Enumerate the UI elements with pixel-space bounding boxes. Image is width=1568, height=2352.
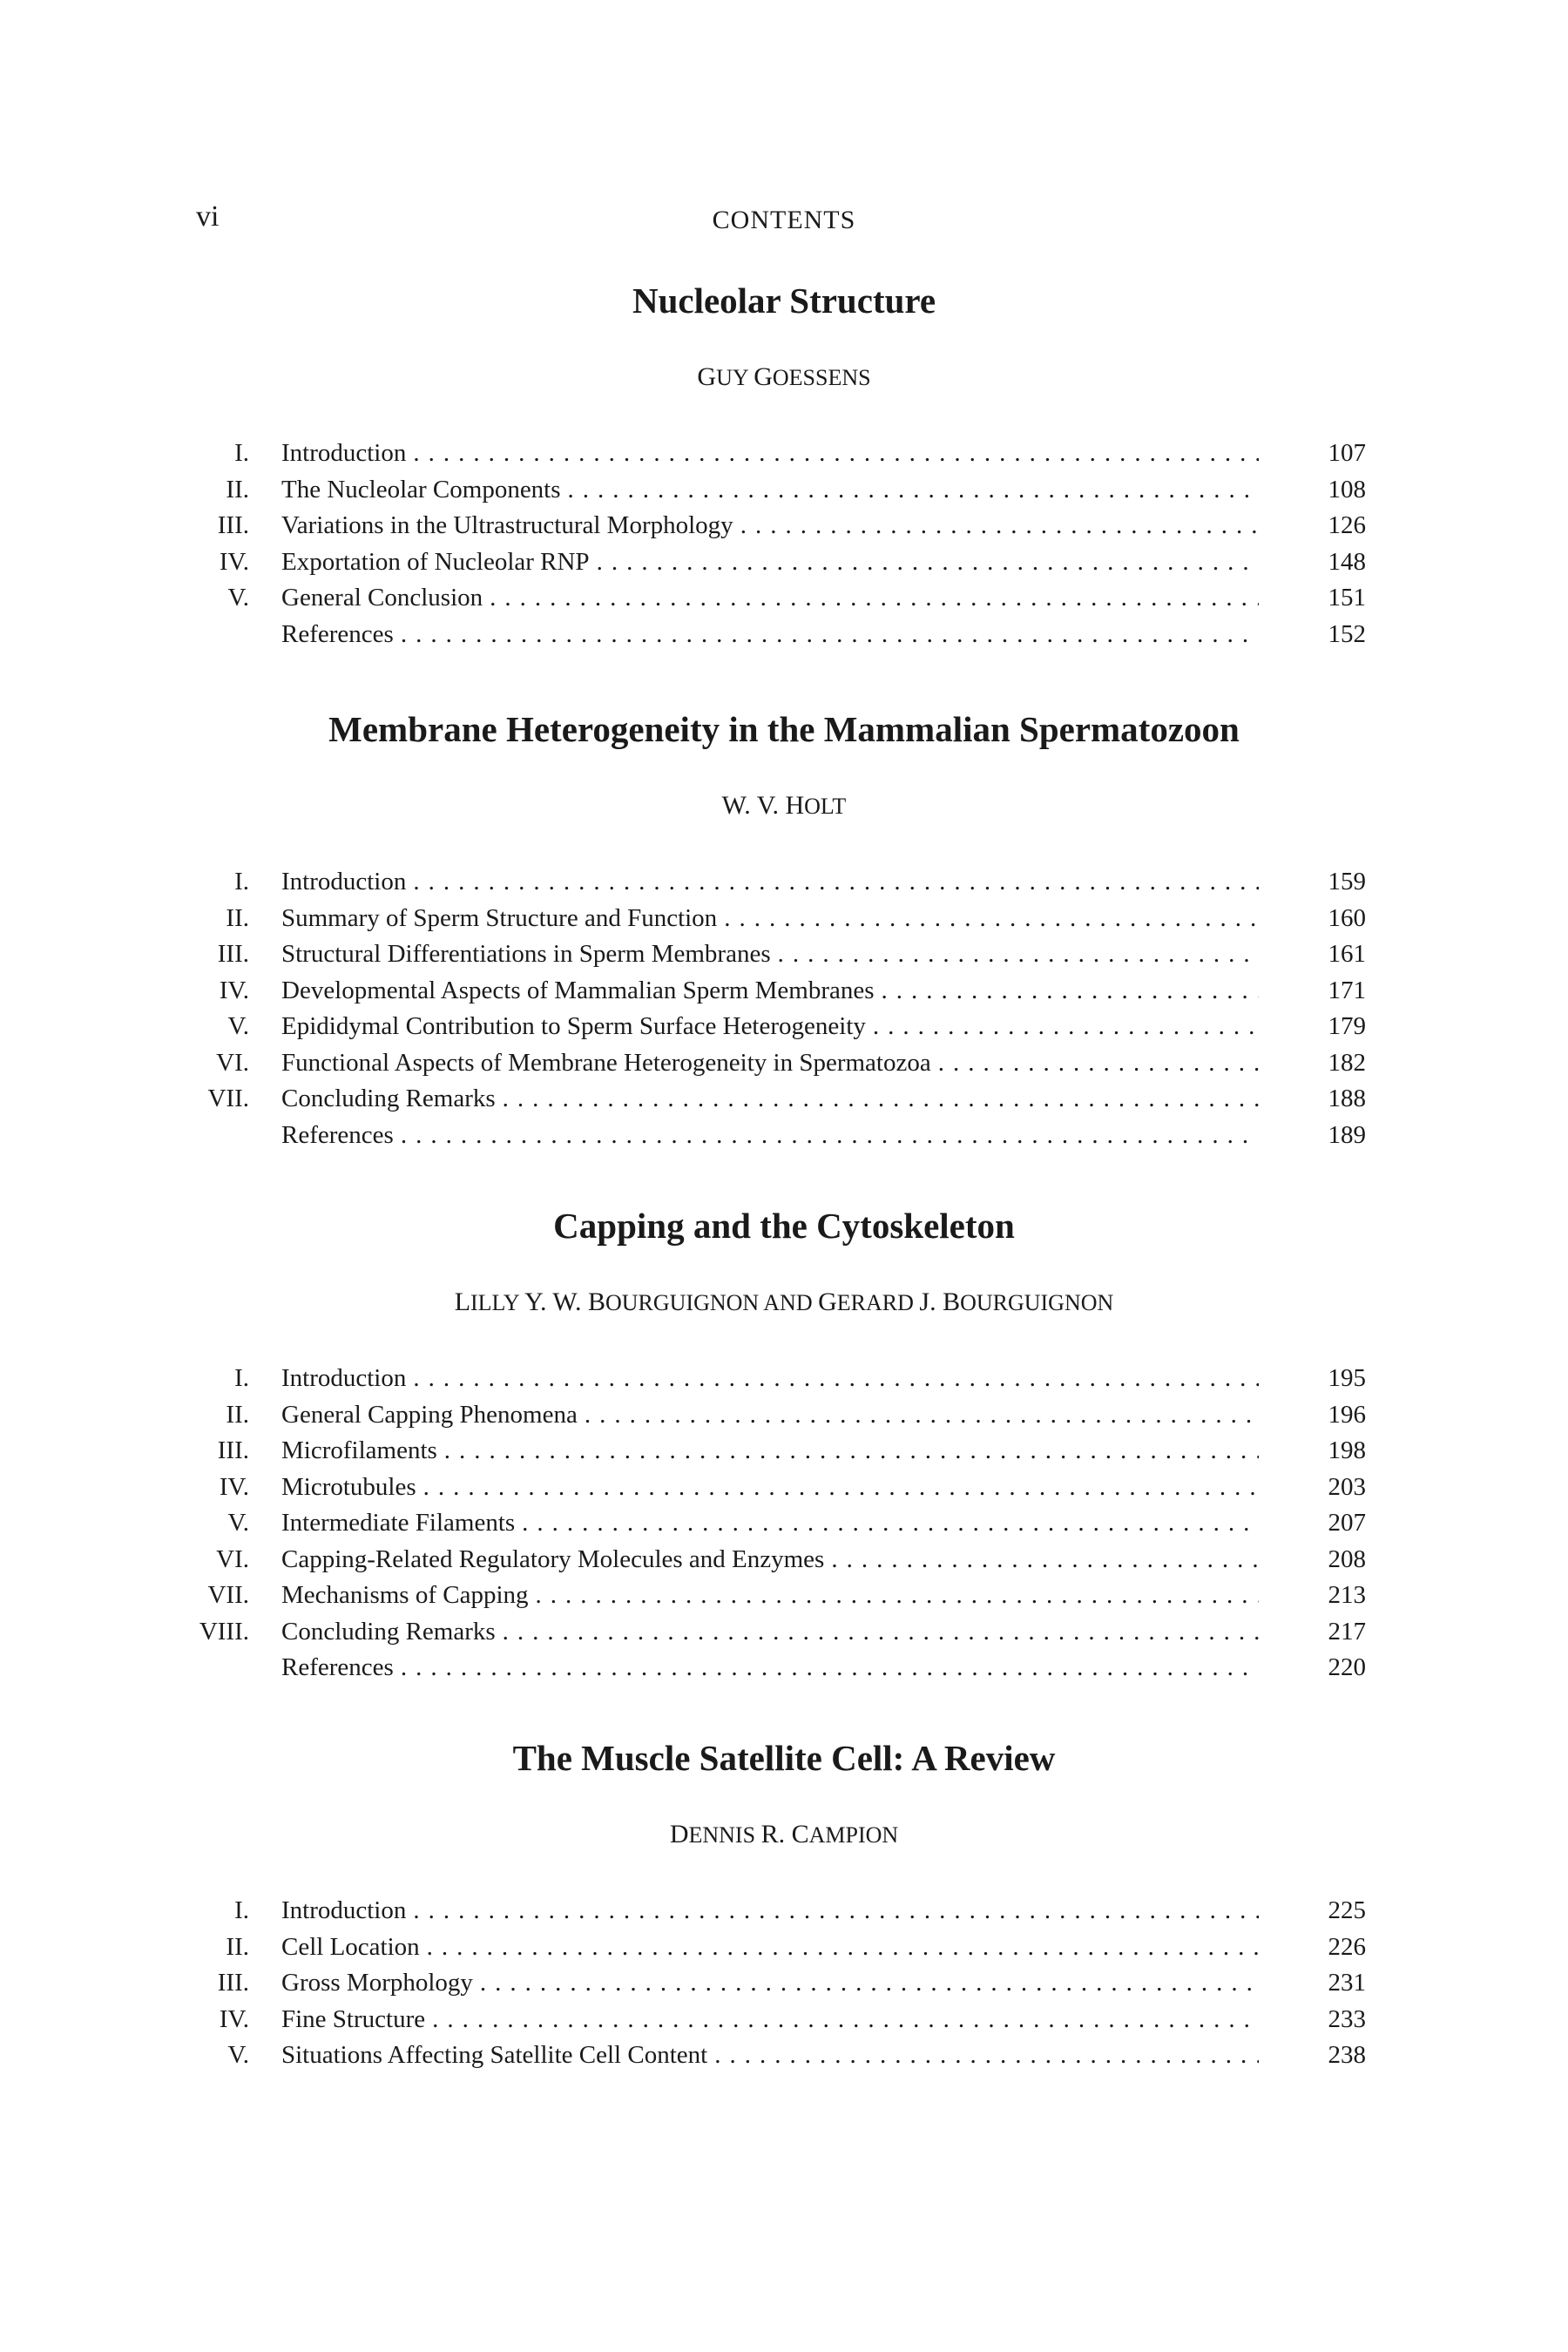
dot-leader [394,617,1259,653]
author-cap: D [669,1820,689,1848]
section-numeral: I. [234,439,249,467]
dot-leader [771,936,1259,973]
dot-leader [406,864,1259,901]
entry-title: Microfilaments [281,1436,437,1464]
dot-leader [394,1650,1259,1686]
toc-entry [0,1361,1568,1397]
chapter-title: Nucleolar Structure [632,280,936,321]
toc-entry [0,1650,1568,1686]
author-small-caps: ENNIS [688,1822,761,1848]
section-numeral: II. [226,1400,249,1429]
page-ref: 231 [1328,1969,1366,1997]
entry-title: References [281,619,394,648]
section-numeral: II. [226,1932,249,1961]
entry-title-with-leader [281,2002,1259,2038]
section-numeral: III. [217,940,249,968]
entry-title-with-leader [281,1893,1259,1930]
page-ref: 179 [1328,1012,1366,1040]
page-ref: 188 [1328,1085,1366,1112]
toc-list [0,1361,1568,1686]
toc-entry [0,864,1568,901]
toc-list [0,436,1568,652]
toc-entry [0,580,1568,617]
author-small-caps: OLT [804,794,847,819]
entry-title: Summary of Sperm Structure and Function [281,903,718,932]
chapter-authors [0,1287,1568,1319]
dot-leader [590,544,1259,581]
entry-title-with-leader [281,1614,1259,1651]
chapter-section [0,279,1568,652]
author-small-caps: UY [716,365,754,390]
page-ref: 152 [1328,619,1366,648]
dot-leader [394,1118,1259,1154]
section-numeral: I. [234,1364,249,1392]
entry-title-with-leader [281,1505,1259,1542]
entry-title-with-leader [281,1650,1259,1686]
dot-leader [707,2038,1259,2074]
entry-title-with-leader [281,1361,1259,1397]
toc-entry [0,508,1568,544]
toc-entry [0,472,1568,509]
section-numeral: V. [227,1012,249,1040]
page-ref: 151 [1328,584,1366,612]
author-small-caps: OURGUIGNON [960,1290,1114,1315]
entry-title: Introduction [281,1896,407,1924]
section-numeral: III. [217,1436,249,1464]
dot-leader [931,1045,1259,1082]
toc-entry [0,436,1568,472]
entry-title: Concluding Remarks [281,1085,496,1112]
chapter-title: Capping and the Cytoskeleton [553,1206,1015,1246]
toc-entry [0,1965,1568,2002]
page-ref: 108 [1328,475,1366,504]
chapter-title: The Muscle Satellite Cell: A Review [512,1738,1056,1778]
entry-title-with-leader [281,436,1259,472]
entry-title: Introduction [281,1364,407,1392]
page-ref: 238 [1328,2041,1366,2069]
dot-leader [406,1361,1259,1397]
page-ref: 161 [1328,940,1366,968]
entry-title-with-leader [281,1578,1259,1614]
entry-title: References [281,1120,394,1149]
entry-title: Fine Structure [281,2004,426,2033]
author-cap: R. C [760,1820,809,1848]
toc-entry [0,617,1568,653]
dot-leader [437,1433,1259,1470]
toc-entry [0,1930,1568,1966]
author-cap: L [454,1288,471,1316]
entry-title-with-leader [281,1118,1259,1154]
author-small-caps: OURGUIGNON AND [605,1290,819,1315]
toc-entry [0,901,1568,937]
toc-entry [0,544,1568,581]
dot-leader [578,1397,1259,1434]
chapter-authors [0,362,1568,394]
page-ref: 160 [1328,903,1366,932]
entry-title: Mechanisms of Capping [281,1581,529,1609]
entry-title-with-leader [281,1470,1259,1506]
dot-leader [515,1505,1259,1542]
entry-title-with-leader [281,472,1259,509]
toc-entry [0,1009,1568,1045]
author-cap: J. B [919,1288,961,1316]
page-ref: 159 [1328,868,1366,896]
author-cap: G [754,362,773,391]
entry-title: Exportation of Nucleolar RNP [281,547,590,576]
entry-title-with-leader [281,508,1259,544]
page-ref: 196 [1328,1400,1366,1429]
entry-title: Introduction [281,868,407,896]
section-numeral: V. [227,584,249,612]
section-numeral: I. [234,1896,249,1924]
entry-title-with-leader [281,973,1259,1010]
toc-entry [0,1505,1568,1542]
page-ref: 126 [1328,511,1366,539]
dot-leader [496,1081,1259,1118]
page-ref: 213 [1328,1581,1366,1609]
entry-title-with-leader [281,936,1259,973]
section-numeral: II. [226,903,249,932]
author-cap: G [697,362,717,391]
section-numeral: III. [217,1969,249,1997]
section-numeral: V. [227,1509,249,1537]
dot-leader [824,1542,1259,1578]
entry-title: Situations Affecting Satellite Cell Content [281,2041,708,2069]
section-numeral: III. [217,511,249,539]
dot-leader [406,436,1259,472]
section-numeral: VIII. [199,1617,249,1646]
entry-title: The Nucleolar Components [281,475,561,504]
dot-leader [473,1965,1259,2002]
entry-title-with-leader [281,1930,1259,1966]
section-numeral: V. [227,2041,249,2069]
running-head: CONTENTS [712,206,856,234]
toc-entry [0,1397,1568,1434]
entry-title: Functional Aspects of Membrane Heterogeneity in Spermatozoa [281,1048,931,1077]
chapter-title: Membrane Heterogeneity in the Mammalian Spermatozoon [328,709,1240,749]
dot-leader [420,1930,1259,1966]
author-small-caps: AMPION [808,1822,899,1848]
toc-list [0,864,1568,1153]
entry-title: References [281,1653,394,1681]
author-small-caps: ILLY [470,1290,525,1315]
dot-leader [483,580,1259,617]
chapter-authors [0,790,1568,822]
section-numeral: VII. [207,1085,249,1112]
entry-title-with-leader [281,1009,1259,1045]
toc-entry [0,1542,1568,1578]
page-ref: 198 [1328,1436,1366,1464]
author-cap: G [818,1288,837,1316]
toc-list [0,1893,1568,2074]
dot-leader [425,2002,1259,2038]
entry-title-with-leader [281,617,1259,653]
page-ref: 203 [1328,1472,1366,1501]
section-numeral: I. [234,868,249,896]
page-ref: 207 [1328,1509,1366,1537]
entry-title: Intermediate Filaments [281,1509,516,1537]
toc-entry [0,973,1568,1010]
dot-leader [406,1893,1259,1930]
entry-title-with-leader [281,1045,1259,1082]
toc-entry [0,2038,1568,2074]
entry-title-with-leader [281,1965,1259,2002]
page-ref: 208 [1328,1544,1366,1573]
entry-title-with-leader [281,580,1259,617]
page-ref: 148 [1328,547,1366,576]
page-ref: 182 [1328,1048,1366,1077]
entry-title: Gross Morphology [281,1969,473,1997]
entry-title: Cell Location [281,1932,420,1961]
section-numeral: II. [226,475,249,504]
toc-entry [0,1081,1568,1118]
dot-leader [529,1578,1259,1614]
toc-entry [0,1118,1568,1154]
toc-entry [0,2002,1568,2038]
page-ref: 171 [1328,976,1366,1004]
dot-leader [866,1009,1259,1045]
entry-title: Epididymal Contribution to Sperm Surface Heterogeneity [281,1012,866,1040]
entry-title: Concluding Remarks [281,1617,496,1646]
page-number: vi [196,200,220,233]
dot-leader [875,973,1259,1010]
entry-title: Variations in the Ultrastructural Morphology [281,511,733,539]
chapter-section [0,1736,1568,2074]
entry-title: Capping-Related Regulatory Molecules and Enzymes [281,1544,825,1573]
dot-leader [733,508,1259,544]
entry-title-with-leader [281,1433,1259,1470]
entry-title: Introduction [281,439,407,467]
page-ref: 226 [1328,1932,1366,1961]
entry-title: General Conclusion [281,584,483,612]
section-numeral: VI. [216,1544,249,1573]
page-ref: 220 [1328,1653,1366,1681]
section-numeral: IV. [219,2004,249,2033]
chapter-authors [0,1819,1568,1851]
entry-title-with-leader [281,901,1259,937]
page-ref: 107 [1328,439,1366,467]
entry-title: Developmental Aspects of Mammalian Sperm Membranes [281,976,875,1004]
toc-entry [0,1470,1568,1506]
section-numeral: VII. [207,1581,249,1609]
toc-entry [0,1433,1568,1470]
entry-title: Structural Differentiations in Sperm Membranes [281,940,771,968]
toc-entry [0,1578,1568,1614]
toc-entry [0,1045,1568,1082]
section-numeral: IV. [219,547,249,576]
section-numeral: IV. [219,976,249,1004]
dot-leader [717,901,1259,937]
author-cap: W. V. H [721,791,805,820]
dot-leader [561,472,1259,509]
author-small-caps: ERARD [836,1290,920,1315]
entry-title: Microtubules [281,1472,416,1501]
page-ref: 225 [1328,1896,1366,1924]
dot-leader [496,1614,1259,1651]
section-numeral: VI. [216,1048,249,1077]
toc-entry [0,1893,1568,1930]
page-ref: 189 [1328,1120,1366,1149]
page-ref: 233 [1328,2004,1366,2033]
toc-entry [0,1614,1568,1651]
entry-title-with-leader [281,1542,1259,1578]
entry-title: General Capping Phenomena [281,1400,578,1429]
chapter-section [0,1204,1568,1686]
entry-title-with-leader [281,1397,1259,1434]
section-numeral: IV. [219,1472,249,1501]
entry-title-with-leader [281,864,1259,901]
entry-title-with-leader [281,544,1259,581]
page-ref: 217 [1328,1617,1366,1646]
author-small-caps: OESSENS [772,365,871,390]
entry-title-with-leader [281,2038,1259,2074]
chapter-section [0,707,1568,1153]
page-ref: 195 [1328,1364,1366,1392]
author-cap: Y. W. B [524,1288,605,1316]
dot-leader [416,1470,1259,1506]
entry-title-with-leader [281,1081,1259,1118]
toc-entry [0,936,1568,973]
